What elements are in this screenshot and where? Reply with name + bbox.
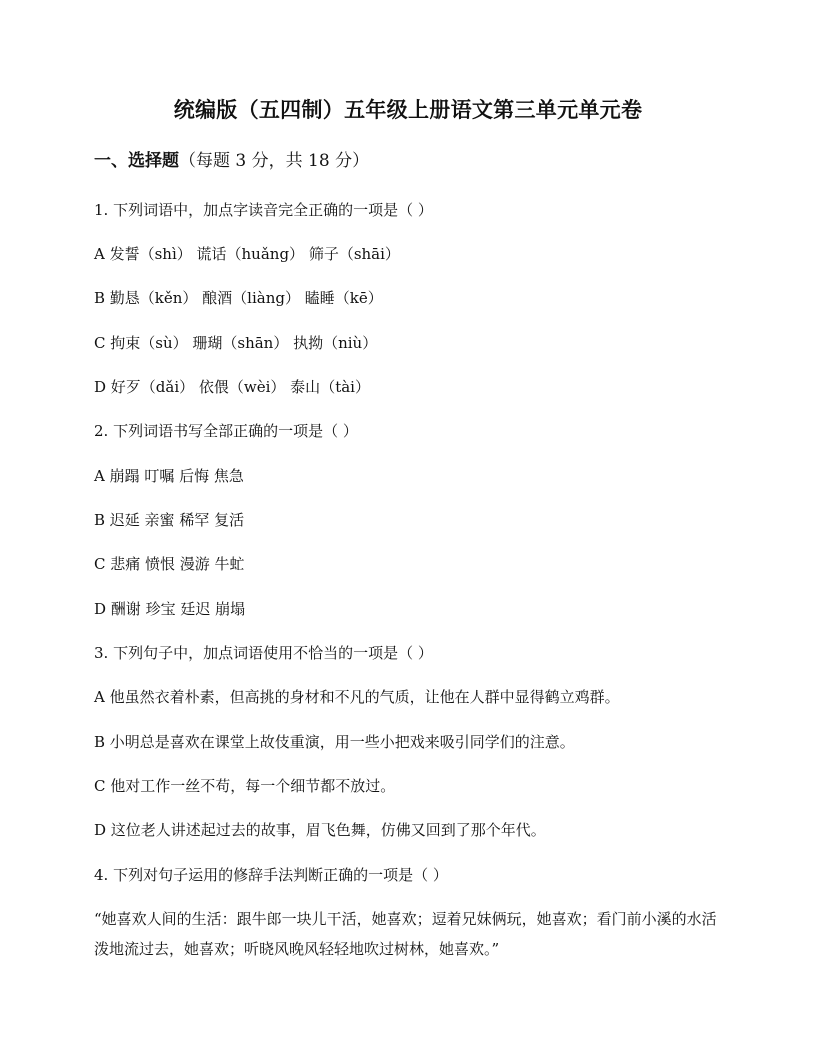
question-3-option-d: D 这位老人讲述起过去的故事，眉飞色舞，仿佛又回到了那个年代。 [94, 821, 546, 839]
section-score-note: （每题 3 分，共 18 分） [179, 151, 370, 171]
question-2-option-a: A 崩蹋 叮嘱 后悔 焦急 [94, 467, 244, 485]
question-3-option-a: A 他虽然衣着朴素，但高挑的身材和不凡的气质，让他在人群中显得鹤立鸡群。 [94, 688, 620, 706]
question-4-quote: “她喜欢人间的生活：跟牛郎一块儿干活，她喜欢；逗着兄妹俩玩，她喜欢；看门前小溪的水活泼地流过去，她喜欢；听晓风晚风轻轻地吹过树林，她喜欢。” [94, 910, 717, 958]
question-2-option-b: B 迟延 亲蜜 稀罕 复活 [94, 511, 245, 529]
section-title: 一、选择题 [94, 151, 179, 171]
question-1-option-d: D 好歹（dǎi） 依偎（wèi） 泰山（tài） [94, 378, 370, 396]
question-4-stem: 4. 下列对句子运用的修辞手法判断正确的一项是（ ） [94, 866, 448, 884]
question-3-option-b: B 小明总是喜欢在课堂上故伎重演，用一些小把戏来吸引同学们的注意。 [94, 733, 575, 751]
question-2-stem: 2. 下列词语书写全部正确的一项是（ ） [94, 422, 358, 440]
question-2-option-d: D 酬谢 珍宝 廷迟 崩塌 [94, 600, 246, 618]
question-3-stem: 3. 下列句子中，加点词语使用不恰当的一项是（ ） [94, 644, 433, 662]
question-3-option-c: C 他对工作一丝不苟，每一个细节都不放过。 [94, 777, 396, 795]
question-1-option-b: B 勤恳（kěn） 酿酒（liàng） 瞌睡（kē） [94, 289, 383, 307]
question-1-option-a: A 发誓（shì） 谎话（huǎng） 筛子（shāi） [94, 245, 400, 263]
question-1-option-c: C 拘束（sù） 珊瑚（shān） 执拗（niù） [94, 334, 378, 352]
page-title: 统编版（五四制）五年级上册语文第三单元单元卷 [173, 97, 643, 122]
section-heading [94, 149, 369, 173]
question-1-stem: 1. 下列词语中，加点字读音完全正确的一项是（ ） [94, 201, 433, 219]
question-2-option-c: C 悲痛 愤恨 漫游 牛虻 [94, 555, 245, 573]
